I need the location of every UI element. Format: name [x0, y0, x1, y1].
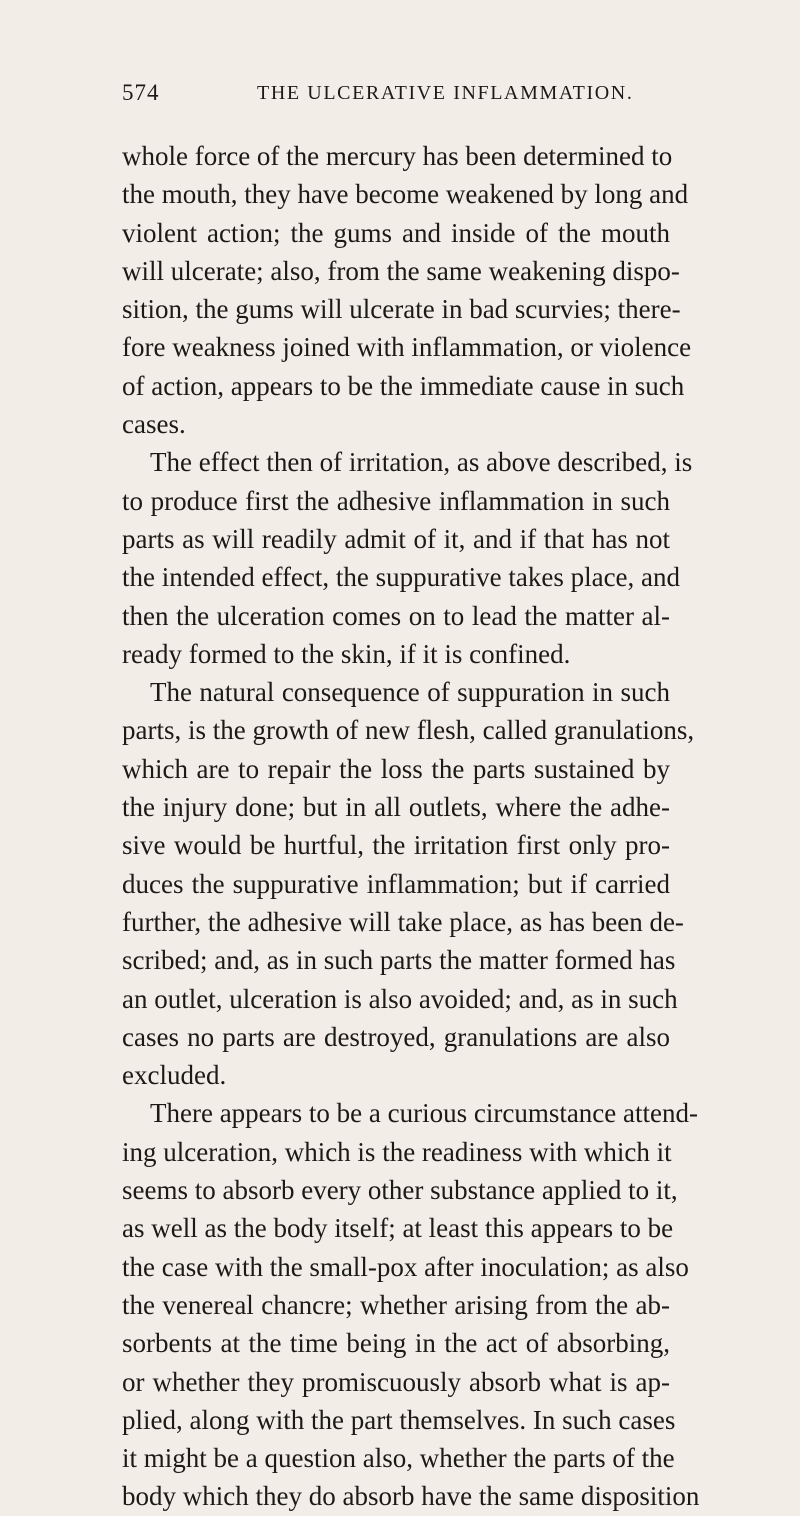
text-line: ready formed to the skin, if it is confined.: [122, 638, 571, 669]
text-line: an outlet, ulceration is also avoided; and, as in such: [122, 983, 678, 1014]
text-line: parts, is the growth of new flesh, called granulations,: [122, 715, 695, 746]
text-line: The effect then of irritation, as above described, is: [150, 447, 693, 478]
text-line: it might be a question also, whether the parts of the: [122, 1443, 675, 1474]
text-line: duces the suppurative inflammation; but if carried: [122, 868, 670, 899]
text-line: scribed; and, as in such parts the matter formed has: [122, 945, 676, 976]
text-line: further, the adhesive will take place, as has been de-: [122, 906, 684, 937]
text-line: the intended effect, the suppurative takes place, and: [122, 562, 681, 593]
text-line: parts as will readily admit of it, and if that has not: [122, 523, 670, 554]
text-line: as well as the body itself; at least this appears to be: [122, 1213, 674, 1244]
text-line: ing ulceration, which is the readiness with which it: [122, 1136, 672, 1167]
text-line: the venereal chancre; whether arising from the ab-: [122, 1289, 670, 1320]
text-line: which are to repair the loss the parts sustained by: [122, 753, 670, 784]
text-line: seems to absorb every other substance applied to it,: [122, 1175, 678, 1206]
text-line: plied, along with the part themselves. In such cases: [122, 1404, 676, 1435]
text-line: body which they do absorb have the same disposition: [122, 1481, 700, 1512]
text-line: the injury done; but in all outlets, where the adhe-: [122, 792, 670, 823]
running-head: [122, 80, 682, 114]
text-line: violent action; the gums and inside of the mouth: [122, 217, 670, 248]
text-line: then the ulceration comes on to lead the matter al-: [122, 600, 670, 631]
text-line: excluded.: [122, 1060, 227, 1091]
page-number: 574: [122, 80, 160, 105]
running-title: THE ULCERATIVE INFLAMMATION.: [257, 82, 634, 104]
text-line: The natural consequence of suppuration in such: [150, 677, 670, 708]
text-line: fore weakness joined with inflammation, or violence: [122, 332, 692, 363]
text-line: the case with the small-pox after inoculation; as also: [122, 1251, 689, 1282]
text-line: of action, appears to be the immediate cause in such: [122, 370, 685, 401]
text-line: or whether they promiscuously absorb what is ap-: [122, 1366, 670, 1397]
text-line: the mouth, they have become weakened by long and: [122, 179, 689, 210]
text-line: cases.: [122, 409, 186, 440]
text-line: to produce first the adhesive inflammation in such: [122, 485, 670, 516]
text-line: will ulcerate; also, from the same weakening dispo-: [122, 255, 680, 286]
text-line: cases no parts are destroyed, granulations are also: [122, 1021, 670, 1052]
text-line: whole force of the mercury has been determined to: [122, 141, 673, 171]
text-line: sition, the gums will ulcerate in bad scurvies; there-: [122, 294, 681, 325]
body-text: [122, 137, 700, 1516]
text-line: There appears to be a curious circumstance attend-: [150, 1098, 698, 1129]
text-line: sorbents at the time being in the act of absorbing,: [122, 1328, 670, 1359]
text-line: sive would be hurtful, the irritation first only pro-: [122, 830, 670, 861]
